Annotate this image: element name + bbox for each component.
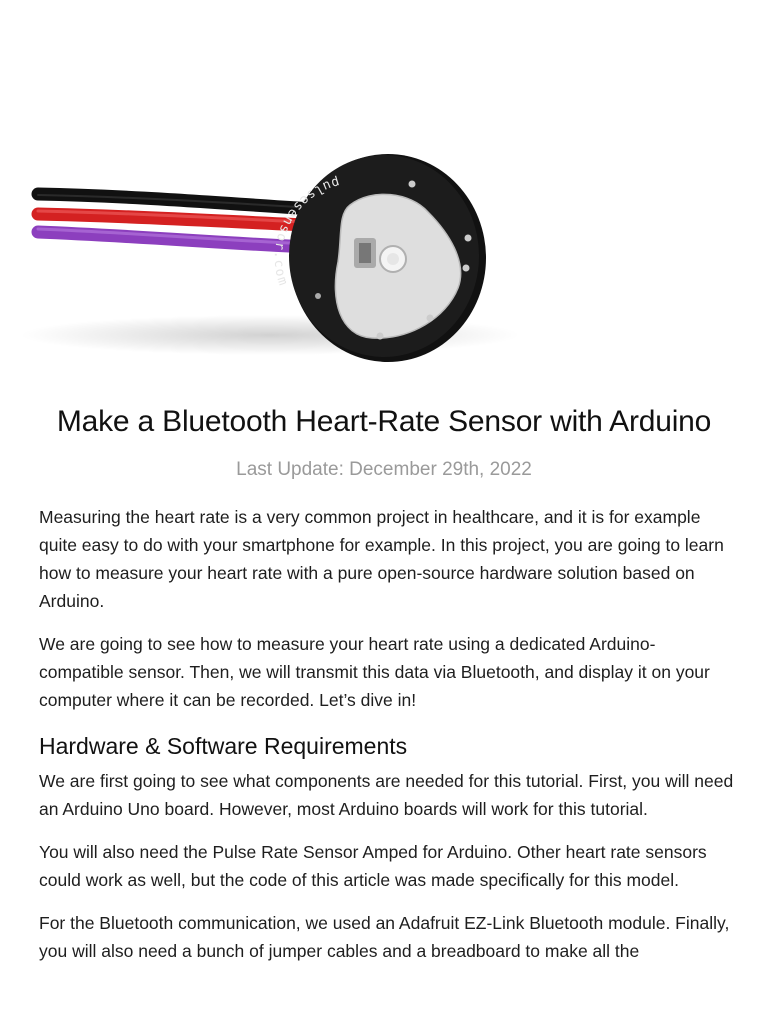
intro-paragraph: Measuring the heart rate is a very common project in healthcare, and it is for example quite easy to do with your smartphone for example. In this project, you are going to learn how to measure your heart rate with a pure open-source hardware solution based on Arduino. [39,507,724,611]
section-paragraph: You will also need the Pulse Rate Sensor Amped for Arduino. Other heart rate sensors could work as well, but the code of this article was made specifically for this model. [39,842,707,890]
article-body [39,503,739,980]
section-paragraph: For the Bluetooth communication, we used an Adafruit EZ-Link Bluetooth module. Finally, you will also need a bunch of jumper cables and a breadboard to make all the [39,913,730,961]
last-update-date: Last Update: December 29th, 2022 [236,459,532,480]
section-heading: Hardware & Software Requirements [39,733,408,759]
section-paragraph: We are first going to see what components are needed for this tutorial. First, you will need an Arduino Uno board. However, most Arduino boards will work for this tutorial. [39,771,734,819]
intro-paragraph: We are going to see how to measure your heart rate using a dedicated Arduino-compatible sensor. Then, we will transmit this data via Bluetooth, and display it on your computer where it can be recorded. Let’s dive in! [39,634,710,710]
page-title: Make a Bluetooth Heart-Rate Sensor with Arduino [56,405,712,438]
board-label: pulsesensor.com [270,174,342,289]
pulse-sensor-illustration [0,0,768,380]
hero-image [0,0,768,380]
